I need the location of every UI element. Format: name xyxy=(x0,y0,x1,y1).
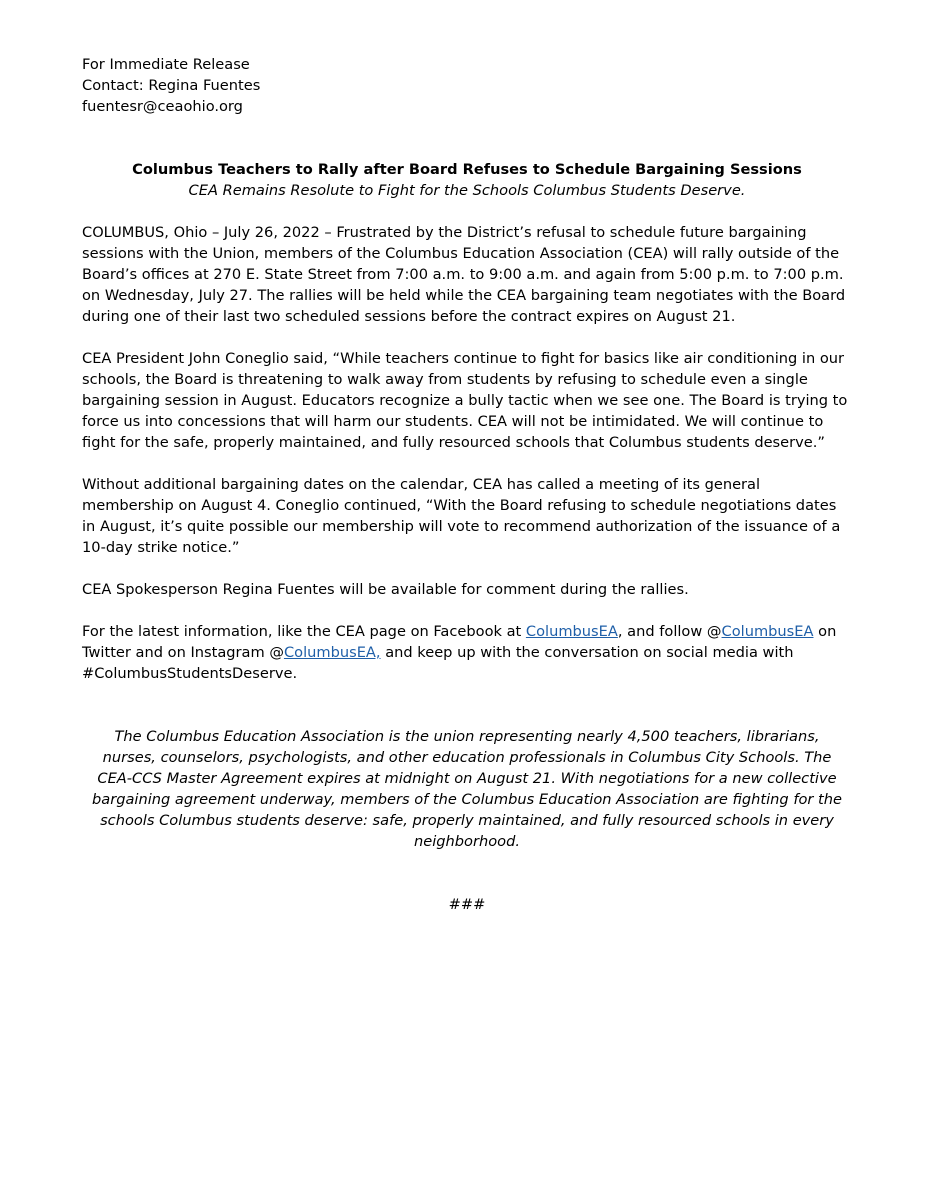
social-text-1: For the latest information, like the CEA page on Facebook at xyxy=(82,623,526,640)
headline-block xyxy=(82,159,852,201)
social-text-4: and keep up with the conversation on social media with #ColumbusStudentsDeserve. xyxy=(82,644,794,682)
contact-name: Contact: Regina Fuentes xyxy=(82,77,261,94)
about-boilerplate: The Columbus Education Association is the union representing nearly 4,500 teachers, librarians, nurses, counselors, psychologists, and other education professionals in Columbus City Schools. The CEA-CCS Master Agreement expires at midnight on August 21. With negotiations for a new collective bargaining agreement underway, members of the Columbus Education Association are fighting for the schools Columbus students deserve: safe, properly maintained, and fully resourced schools in every neighborhood. xyxy=(92,728,842,850)
headline-subtitle: CEA Remains Resolute to Fight for the Schools Columbus Students Deserve. xyxy=(188,182,746,199)
body-paragraph-social xyxy=(82,621,852,684)
headline-title: Columbus Teachers to Rally after Board Refuses to Schedule Bargaining Sessions xyxy=(132,161,802,178)
facebook-link[interactable]: ColumbusEA xyxy=(525,623,618,640)
body-paragraph-quote: CEA President John Coneglio said, “While teachers continue to fight for basics like air conditioning in our schools, the Board is threatening to walk away from students by refusing to schedule even a single bargaining session in August. Educators recognize a bully tactic when we see one. The Board is trying to force us into concessions that will harm our students. CEA will not be intimidated. We will continue to fight for the safe, properly maintained, and fully resourced schools that Columbus students deserve.” xyxy=(82,350,848,451)
body-paragraph-intro: COLUMBUS, Ohio – July 26, 2022 – Frustrated by the District’s refusal to schedule future bargaining sessions with the Union, members of the Columbus Education Association (CEA) will rally outside of the Board’s offices at 270 E. State Street from 7:00 a.m. to 9:00 a.m. and again from 5:00 p.m. to 7:00 p.m. on Wednesday, July 27. The rallies will be held while the CEA bargaining team negotiates with the Board during one of their last two scheduled sessions before the contract expires on August 21. xyxy=(82,224,846,325)
contact-email: fuentesr@ceaohio.org xyxy=(82,98,243,115)
social-text-2: , and follow @ xyxy=(617,623,722,640)
end-mark: ### xyxy=(448,896,486,913)
body-paragraph-spokesperson: CEA Spokesperson Regina Fuentes will be available for comment during the rallies. xyxy=(82,581,689,598)
release-header xyxy=(82,54,852,117)
body-paragraph-meeting: Without additional bargaining dates on the calendar, CEA has called a meeting of its general membership on August 4. Coneglio continued, “With the Board refusing to schedule negotiations dates in August, it’s quite possible our membership will vote to recommend authorization of the issuance of a 10-day strike notice.” xyxy=(82,476,841,556)
instagram-link[interactable]: ColumbusEA, xyxy=(283,644,381,661)
twitter-link[interactable]: ColumbusEA xyxy=(721,623,814,640)
press-release-page xyxy=(82,54,852,915)
release-label: For Immediate Release xyxy=(82,56,250,73)
social-text-3: on Twitter and on Instagram @ xyxy=(82,623,837,661)
